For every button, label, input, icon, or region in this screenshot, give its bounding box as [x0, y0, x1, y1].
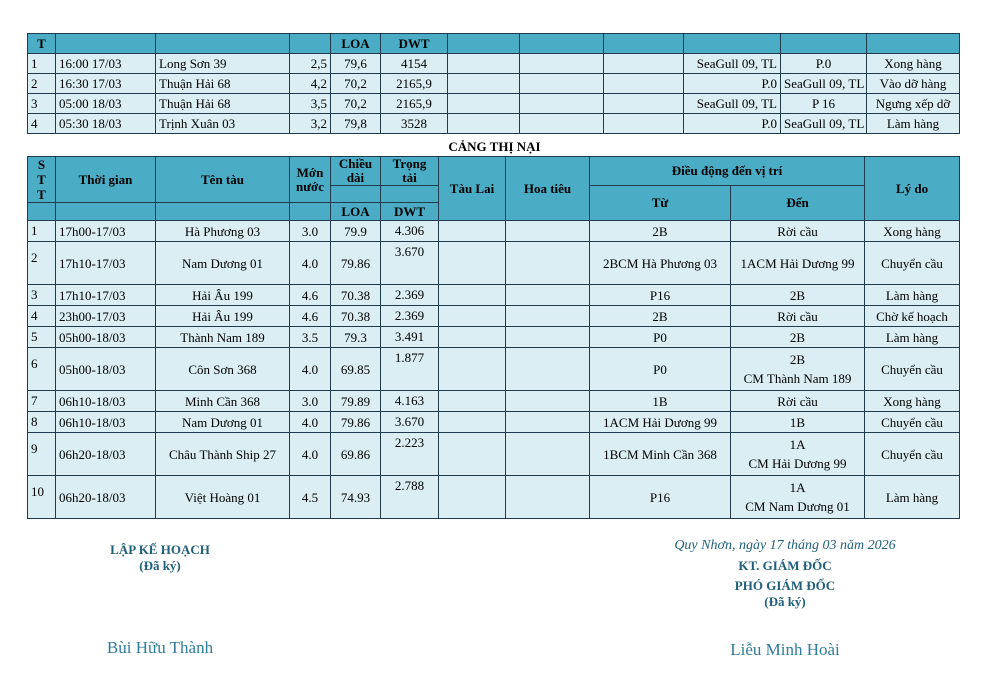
upper-cell: LOA	[331, 34, 381, 54]
cell-pilot	[506, 242, 590, 285]
upper-header-row	[28, 34, 960, 54]
cell-stt: 1	[28, 221, 56, 242]
cell-stt: 7	[28, 391, 56, 412]
upper-cell	[867, 34, 960, 54]
cell-tug	[439, 306, 506, 327]
upper-cell: P.0	[684, 114, 781, 134]
upper-cell: Thuận Hải 68	[156, 74, 290, 94]
upper-cell: 3,5	[290, 94, 331, 114]
cell-dwt: 1.877	[381, 348, 439, 391]
cell-time: 06h10-18/03	[56, 391, 156, 412]
cell-tug	[439, 391, 506, 412]
cell-tug	[439, 476, 506, 519]
cell-reason: Chuyển cầu	[865, 433, 960, 476]
upper-cell: 2,5	[290, 54, 331, 74]
header-move: Điều động đến vị trí	[590, 157, 865, 186]
cell-from: P16	[590, 285, 731, 306]
upper-row	[28, 94, 960, 114]
left-name: Bùi Hữu Thành	[106, 638, 214, 657]
cell-tug	[439, 327, 506, 348]
upper-cell	[520, 74, 604, 94]
cell-dwt: 3.491	[381, 327, 439, 348]
cell-draft: 4.0	[290, 412, 331, 433]
cell-reason: Làm hàng	[865, 476, 960, 519]
cell-ship: Thành Nam 189	[156, 327, 290, 348]
cell-pilot	[506, 391, 590, 412]
cell-stt: 9	[28, 433, 56, 476]
upper-cell: 3528	[381, 114, 448, 134]
upper-cell: SeaGull 09, TL	[781, 74, 867, 94]
cell-loa: 69.85	[331, 348, 381, 391]
header-stt-cont	[28, 203, 56, 221]
cell-loa: 79.9	[331, 221, 381, 242]
cell-tug	[439, 221, 506, 242]
upper-cell: Ngưng xếp dỡ	[867, 94, 960, 114]
header-draft: Mớn nước	[290, 157, 331, 203]
cell-from: 1ACM Hải Dương 99	[590, 412, 731, 433]
cell-reason: Chuyển cầu	[865, 242, 960, 285]
cell-reason: Làm hàng	[865, 327, 960, 348]
upper-cell	[520, 94, 604, 114]
cell-to: Rời cầu	[731, 306, 865, 327]
header-tonnage: Trọng tải	[381, 157, 439, 186]
upper-cell: Vào dỡ hàng	[867, 74, 960, 94]
cell-dwt: 2.788	[381, 476, 439, 519]
header-dwt: DWT	[381, 203, 439, 221]
right-signed: (Đã ký)	[764, 594, 806, 609]
upper-cell: 70,2	[331, 94, 381, 114]
upper-cell: DWT	[381, 34, 448, 54]
cell-stt: 8	[28, 412, 56, 433]
table-row	[28, 348, 960, 391]
upper-cell: P.0	[684, 74, 781, 94]
cell-draft: 4.0	[290, 242, 331, 285]
cell-from: 2B	[590, 306, 731, 327]
cell-loa: 79.86	[331, 242, 381, 285]
upper-cell	[604, 114, 684, 134]
cell-time: 17h00-17/03	[56, 221, 156, 242]
upper-cell	[604, 94, 684, 114]
cell-tug	[439, 285, 506, 306]
cell-reason: Làm hàng	[865, 285, 960, 306]
upper-cell	[448, 74, 520, 94]
upper-row	[28, 74, 960, 94]
right-title2: PHÓ GIÁM ĐỐC	[734, 578, 836, 593]
header-tug: Tàu Lai	[439, 157, 506, 221]
cell-to: 2B	[731, 327, 865, 348]
upper-cell: 4154	[381, 54, 448, 74]
cell-stt: 4	[28, 306, 56, 327]
cell-time: 06h20-18/03	[56, 476, 156, 519]
cell-ship: Nam Dương 01	[156, 412, 290, 433]
cell-from: 2B	[590, 221, 731, 242]
upper-cell: T	[28, 34, 56, 54]
table-row	[28, 221, 960, 242]
cell-pilot	[506, 433, 590, 476]
upper-cell: 1	[28, 54, 56, 74]
cell-ship: Minh Cần 368	[156, 391, 290, 412]
port-schedule-table	[27, 156, 960, 519]
cell-draft: 3.5	[290, 327, 331, 348]
upper-cell: 4,2	[290, 74, 331, 94]
cell-stt: 10	[28, 476, 56, 519]
header-tonnage-cont	[381, 186, 439, 203]
cell-tug	[439, 433, 506, 476]
cell-draft: 4.6	[290, 306, 331, 327]
upper-cell	[448, 114, 520, 134]
upper-cell: 2165,9	[381, 74, 448, 94]
cell-pilot	[506, 348, 590, 391]
upper-cell: 4	[28, 114, 56, 134]
cell-ship: Côn Sơn 368	[156, 348, 290, 391]
upper-cell: SeaGull 09, TL	[684, 54, 781, 74]
upper-cell: 05:00 18/03	[56, 94, 156, 114]
cell-dwt: 2.369	[381, 306, 439, 327]
cell-reason: Chờ kế hoạch	[865, 306, 960, 327]
upper-cell: 3,2	[290, 114, 331, 134]
upper-row	[28, 54, 960, 74]
cell-from: P16	[590, 476, 731, 519]
table-row	[28, 327, 960, 348]
cell-to: 1A CM Hải Dương 99	[731, 433, 865, 476]
header-reason: Lý do	[865, 157, 960, 221]
header-ship: Tên tàu	[156, 157, 290, 203]
cell-pilot	[506, 285, 590, 306]
cell-loa: 79.3	[331, 327, 381, 348]
header-from: Từ	[590, 186, 731, 221]
header-draft-cont	[290, 203, 331, 221]
upper-cell	[448, 94, 520, 114]
cell-tug	[439, 412, 506, 433]
cell-from: P0	[590, 348, 731, 391]
cell-ship: Hải Âu 199	[156, 285, 290, 306]
header-length: Chiều dài	[331, 157, 381, 186]
upper-cell: P 16	[781, 94, 867, 114]
right-name: Liễu Minh Hoài	[730, 640, 840, 659]
table-row	[28, 285, 960, 306]
upper-cell	[448, 54, 520, 74]
cell-ship: Hải Âu 199	[156, 306, 290, 327]
cell-dwt: 4.163	[381, 391, 439, 412]
cell-reason: Chuyển cầu	[865, 412, 960, 433]
upper-cell	[604, 34, 684, 54]
cell-to: Rời cầu	[731, 391, 865, 412]
upper-cell	[520, 34, 604, 54]
cell-to: 1A CM Nam Dương 01	[731, 476, 865, 519]
header-pilot: Hoa tiêu	[506, 157, 590, 221]
upper-schedule-table	[27, 33, 960, 134]
cell-ship: Hà Phương 03	[156, 221, 290, 242]
cell-to: Rời cầu	[731, 221, 865, 242]
upper-cell: Xong hàng	[867, 54, 960, 74]
upper-cell	[448, 34, 520, 54]
upper-cell	[604, 74, 684, 94]
upper-cell: SeaGull 09, TL	[684, 94, 781, 114]
right-signature-block	[630, 538, 940, 660]
cell-draft: 3.0	[290, 221, 331, 242]
upper-cell: Trịnh Xuân 03	[156, 114, 290, 134]
cell-ship: Nam Dương 01	[156, 242, 290, 285]
cell-draft: 4.5	[290, 476, 331, 519]
upper-cell: 05:30 18/03	[56, 114, 156, 134]
cell-tug	[439, 242, 506, 285]
header-loa: LOA	[331, 203, 381, 221]
cell-tug	[439, 348, 506, 391]
upper-cell: 2165,9	[381, 94, 448, 114]
cell-reason: Chuyển cầu	[865, 348, 960, 391]
header-ship-cont	[156, 203, 290, 221]
cell-stt: 3	[28, 285, 56, 306]
cell-time: 06h20-18/03	[56, 433, 156, 476]
cell-loa: 70.38	[331, 285, 381, 306]
upper-cell	[290, 34, 331, 54]
upper-cell	[781, 34, 867, 54]
cell-reason: Xong hàng	[865, 221, 960, 242]
cell-pilot	[506, 306, 590, 327]
cell-time: 05h00-18/03	[56, 348, 156, 391]
left-title: LẬP KẾ HOẠCH	[110, 542, 210, 557]
cell-loa: 70.38	[331, 306, 381, 327]
port-title: CẢNG THỊ NẠI	[448, 139, 541, 154]
left-signature-block	[80, 542, 240, 658]
cell-from: P0	[590, 327, 731, 348]
upper-cell: P.0	[781, 54, 867, 74]
cell-pilot	[506, 327, 590, 348]
header-time-cont	[56, 203, 156, 221]
upper-row	[28, 114, 960, 134]
cell-to: 2B CM Thành Nam 189	[731, 348, 865, 391]
cell-time: 06h10-18/03	[56, 412, 156, 433]
cell-loa: 79.89	[331, 391, 381, 412]
cell-loa: 74.93	[331, 476, 381, 519]
cell-to: 1B	[731, 412, 865, 433]
upper-cell: 70,2	[331, 74, 381, 94]
cell-dwt: 2.223	[381, 433, 439, 476]
cell-reason: Xong hàng	[865, 391, 960, 412]
upper-cell	[156, 34, 290, 54]
header-length-cont	[331, 186, 381, 203]
left-signed: (Đã ký)	[139, 558, 181, 573]
table-row	[28, 476, 960, 519]
cell-from: 1BCM Minh Cần 368	[590, 433, 731, 476]
cell-dwt: 2.369	[381, 285, 439, 306]
table-row	[28, 306, 960, 327]
table-row	[28, 412, 960, 433]
table-row	[28, 433, 960, 476]
cell-pilot	[506, 476, 590, 519]
upper-cell: SeaGull 09, TL	[781, 114, 867, 134]
upper-cell: 79,6	[331, 54, 381, 74]
cell-pilot	[506, 221, 590, 242]
upper-cell: Làm hàng	[867, 114, 960, 134]
cell-to: 2B	[731, 285, 865, 306]
cell-time: 17h10-17/03	[56, 285, 156, 306]
cell-dwt: 4.306	[381, 221, 439, 242]
cell-time: 17h10-17/03	[56, 242, 156, 285]
right-date: Quy Nhơn, ngày 17 tháng 03 năm 2026	[674, 538, 896, 553]
upper-cell: Long Sơn 39	[156, 54, 290, 74]
upper-cell	[56, 34, 156, 54]
upper-cell: 79,8	[331, 114, 381, 134]
cell-time: 05h00-18/03	[56, 327, 156, 348]
upper-cell	[520, 114, 604, 134]
cell-time: 23h00-17/03	[56, 306, 156, 327]
cell-stt: 6	[28, 348, 56, 391]
cell-loa: 69.86	[331, 433, 381, 476]
upper-cell: 3	[28, 94, 56, 114]
header-stt: S T T	[28, 157, 56, 203]
cell-ship: Việt Hoàng 01	[156, 476, 290, 519]
cell-draft: 3.0	[290, 391, 331, 412]
table-row	[28, 242, 960, 285]
cell-dwt: 3.670	[381, 412, 439, 433]
cell-from: 1B	[590, 391, 731, 412]
cell-from: 2BCM Hà Phương 03	[590, 242, 731, 285]
upper-cell: 2	[28, 74, 56, 94]
header-to: Đến	[731, 186, 865, 221]
upper-cell	[684, 34, 781, 54]
cell-loa: 79.86	[331, 412, 381, 433]
cell-stt: 5	[28, 327, 56, 348]
upper-cell	[520, 54, 604, 74]
right-title1: KT. GIÁM ĐỐC	[738, 558, 832, 573]
upper-cell	[604, 54, 684, 74]
header-time: Thời gian	[56, 157, 156, 203]
table-row	[28, 391, 960, 412]
cell-stt: 2	[28, 242, 56, 285]
upper-cell: 16:00 17/03	[56, 54, 156, 74]
cell-to: 1ACM Hải Dương 99	[731, 242, 865, 285]
cell-pilot	[506, 412, 590, 433]
cell-dwt: 3.670	[381, 242, 439, 285]
cell-draft: 4.6	[290, 285, 331, 306]
upper-cell: Thuận Hải 68	[156, 94, 290, 114]
cell-draft: 4.0	[290, 433, 331, 476]
cell-ship: Châu Thành Ship 27	[156, 433, 290, 476]
upper-cell: 16:30 17/03	[56, 74, 156, 94]
cell-draft: 4.0	[290, 348, 331, 391]
